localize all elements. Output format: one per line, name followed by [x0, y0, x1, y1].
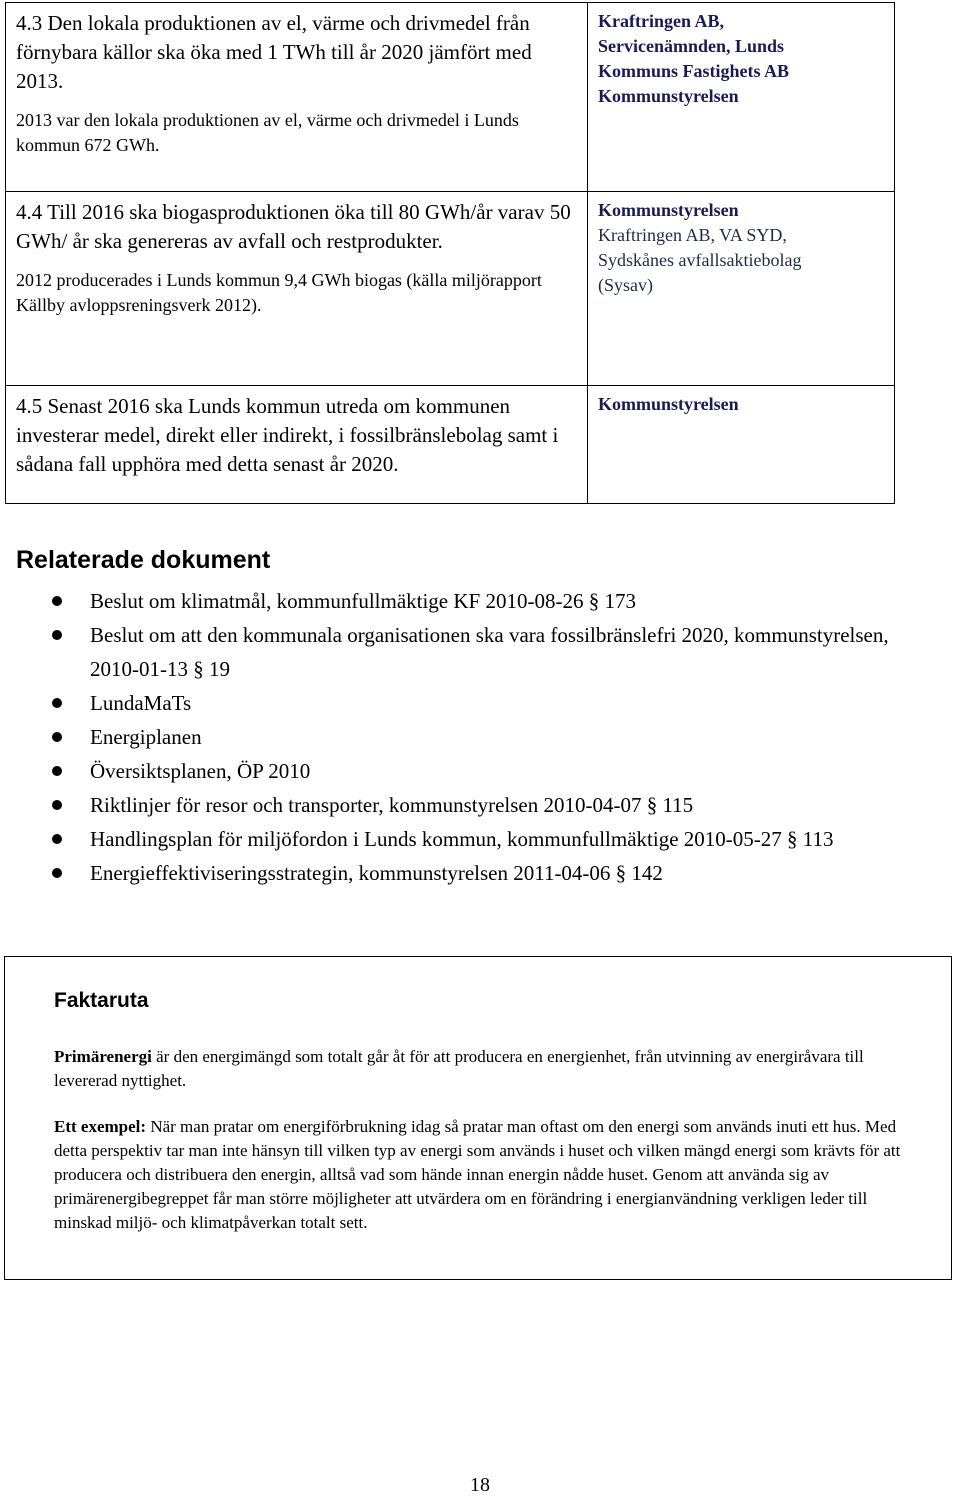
goal-cell	[6, 191, 588, 385]
fact-term: Primärenergi	[54, 1047, 152, 1066]
list-item	[0, 686, 940, 720]
goal-note: 2012 producerades i Lunds kommun 9,4 GWh biogas (källa miljörapport Källby avloppsreningsverk 2012).	[16, 269, 542, 315]
list-item	[0, 720, 940, 754]
fact-box-title: Faktaruta	[54, 989, 149, 1012]
related-documents-list	[0, 584, 940, 890]
goal-row-4-4	[6, 191, 895, 385]
bullet-icon	[52, 596, 62, 606]
bullet-icon	[52, 766, 62, 776]
bullet-icon	[52, 868, 62, 878]
list-item-text: Riktlinjer för resor och transporter, kommunstyrelsen 2010-04-07 § 115	[90, 793, 694, 817]
bullet-icon	[52, 834, 62, 844]
bullet-icon	[52, 732, 62, 742]
responsible-line: Servicenämnden, Lunds	[598, 36, 785, 56]
fact-paragraph-example	[54, 1115, 914, 1235]
related-documents-heading: Relaterade dokument	[16, 546, 271, 574]
list-item	[0, 584, 940, 618]
list-item-text: Beslut om att den kommunala organisationen ska vara fossilbränslefri 2020, kommunstyrelsen, 2010-01-13 § 19	[90, 623, 889, 681]
responsible-line: Kraftringen AB, VA SYD,	[598, 224, 787, 245]
responsible-line: Kommunstyrelsen	[598, 86, 739, 106]
responsible-line: Kommunstyrelsen	[598, 394, 739, 415]
page-number: 18	[470, 1474, 490, 1496]
fact-paragraph-primary-energy	[54, 1045, 914, 1093]
list-item-text: Översiktsplanen, ÖP 2010	[90, 759, 311, 783]
list-item-text: LundaMaTs	[90, 691, 192, 715]
list-item-text: Energiplanen	[90, 725, 202, 749]
goal-title: 4.4 Till 2016 ska biogasproduktionen öka till 80 GWh/år varav 50 GWh/ år ska genereras av avfall och restprodukter.	[16, 199, 571, 253]
responsible-line: Sydskånes avfallsaktiebolag	[598, 249, 802, 270]
responsible-cell	[588, 191, 895, 385]
list-item	[0, 754, 940, 788]
goals-table	[5, 2, 895, 504]
responsible-line: Kraftringen AB,	[598, 11, 724, 31]
responsible-line: (Sysav)	[598, 274, 653, 295]
goal-row-4-5	[6, 386, 895, 504]
responsible-line: Kommunstyrelsen	[598, 199, 739, 220]
bullet-icon	[52, 630, 62, 640]
list-item-text: Handlingsplan för miljöfordon i Lunds kommun, kommunfullmäktige 2010-05-27 § 113	[90, 827, 834, 851]
list-item-text: Energieffektiviseringsstrategin, kommunstyrelsen 2011-04-06 § 142	[90, 861, 663, 885]
list-item	[0, 856, 940, 890]
list-item	[0, 788, 940, 822]
goal-cell	[6, 386, 588, 504]
list-item	[0, 822, 940, 856]
goal-note: 2013 var den lokala produktionen av el, värme och drivmedel i Lunds kommun 672 GWh.	[16, 110, 519, 155]
responsible-cell	[588, 3, 895, 192]
goal-row-4-3	[6, 3, 895, 192]
fact-box	[4, 956, 952, 1280]
list-item	[0, 618, 940, 686]
bullet-icon	[52, 698, 62, 708]
goal-title: 4.3 Den lokala produktionen av el, värme och drivmedel från förnybara källor ska öka med 1 TWh till år 2020 jämfört med 2013.	[16, 11, 532, 93]
goal-cell	[6, 3, 588, 192]
responsible-line: Kommuns Fastighets AB	[598, 61, 790, 81]
responsible-cell	[588, 386, 895, 504]
list-item-text: Beslut om klimatmål, kommunfullmäktige KF 2010-08-26 § 173	[90, 589, 636, 613]
fact-term: Ett exempel:	[54, 1117, 147, 1136]
fact-text: är den energimängd som totalt går åt för att producera en energienhet, från utvinning av energiråvara till levererad nyttighet.	[54, 1047, 864, 1090]
goal-title: 4.5 Senast 2016 ska Lunds kommun utreda om kommunen investerar medel, direkt eller indirekt, i fossilbränslebolag samt i sådana fall upphöra med detta senast år 2020.	[16, 394, 559, 477]
fact-text: När man pratar om energiförbrukning idag så pratar man oftast om den energi som används inuti ett hus. Med detta perspektiv tar man inte hänsyn till vilken typ av energi som används i huset och vilken mängd energi som krävts för att producera och distribuera den energin, alltså vad som hände innan energin nådde huset. Genom att använda sig av primärenergibegreppet får man större möjligheter att utvärdera om en förändring i energianvändning verkligen leder till minskad miljö- och klimatpåverkan totalt sett.	[54, 1117, 901, 1232]
bullet-icon	[52, 800, 62, 810]
